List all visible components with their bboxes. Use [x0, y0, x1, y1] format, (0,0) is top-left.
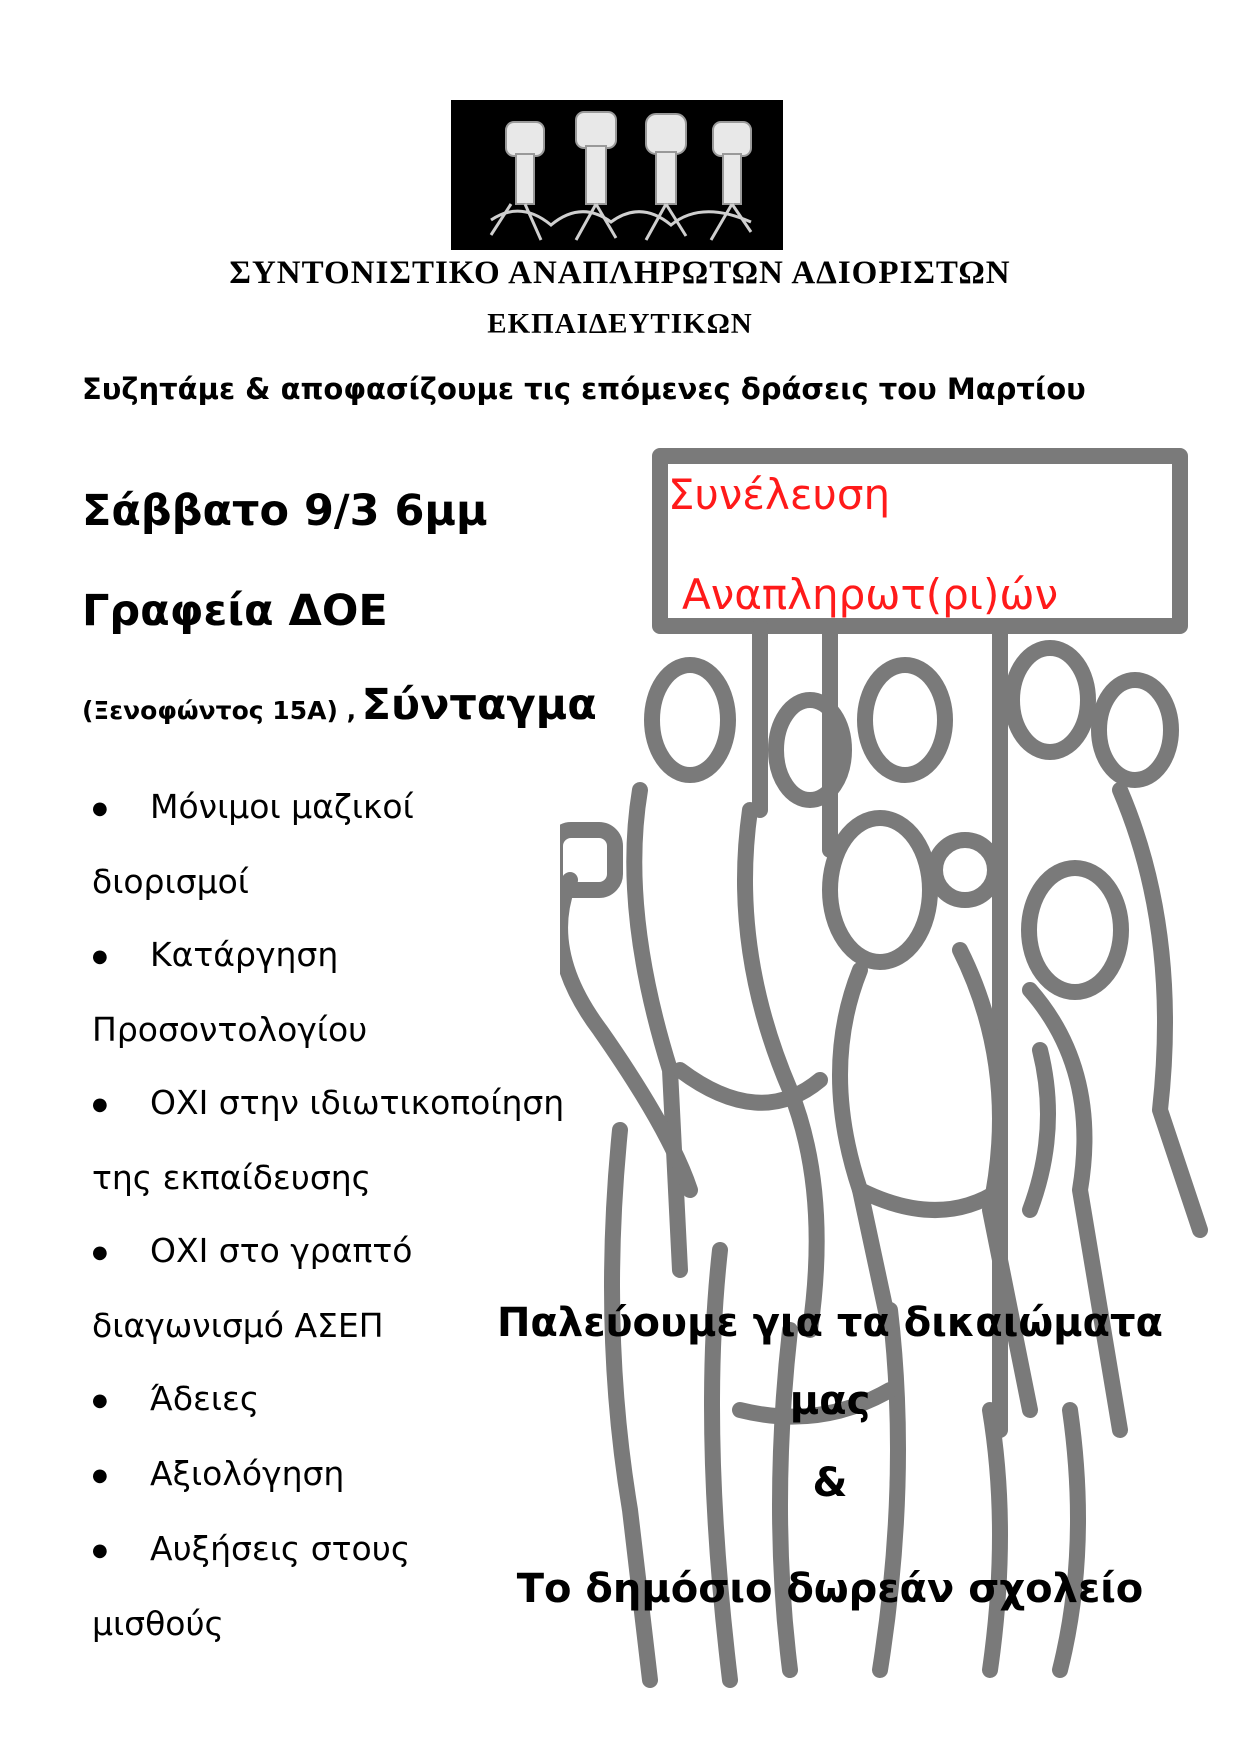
list-item: ● Μόνιμοι μαζικοί [92, 770, 612, 845]
list-item: ● Αυξήσεις στους [92, 1512, 612, 1587]
list-item: ● ΟΧΙ στην ιδιωτικοποίηση [92, 1066, 612, 1141]
list-item: ● Αξιολόγηση [92, 1437, 612, 1512]
subheading: Συζητάμε & αποφασίζουμε τις επόμενες δράσεις του Μαρτίου [82, 372, 1086, 406]
bullet-icon: ● [92, 1465, 108, 1486]
bullet-icon: ● [92, 1540, 108, 1561]
raised-fists-logo-icon [451, 100, 783, 250]
bullet-icon: ● [92, 1094, 108, 1115]
org-name-line1: ΣΥΝΤΟΝΙΣΤΙΚΟ ΑΝΑΠΛΗΡΩΤΩΝ ΑΔΙΟΡΙΣΤΩΝ [229, 255, 1011, 291]
sign-title-line1: Συνέλευση [668, 470, 891, 519]
slogan-line1: Παλεύουμε για τα δικαιώματα [496, 1300, 1164, 1346]
org-name-line2: ΕΚΠΑΙΔΕΥΤΙΚΩΝ [487, 308, 753, 340]
list-item: ● Άδειες [92, 1362, 612, 1437]
bullet-icon: ● [92, 798, 108, 819]
bullet-icon: ● [92, 1390, 108, 1411]
event-area: Σύνταγμα [361, 680, 597, 730]
demands-list [92, 770, 612, 1660]
event-address [82, 680, 597, 730]
slogan-line2: μας [789, 1378, 871, 1424]
list-item: ● ΟΧΙ στο γραπτό [92, 1214, 612, 1289]
sign-title-line2: Αναπληρωτ(ρι)ών [682, 570, 1059, 619]
list-item-continuation: διαγωνισμό ΑΣΕΠ [92, 1306, 384, 1345]
event-date-time: Σάββατο 9/3 6μμ [82, 486, 488, 536]
bullet-icon: ● [92, 946, 108, 967]
list-item-continuation: διορισμοί [92, 862, 249, 901]
slogan-line3: Το δημόσιο δωρεάν σχολείο [516, 1566, 1144, 1612]
list-item-continuation: μισθούς [92, 1604, 224, 1643]
slogan-ampersand: & [812, 1460, 848, 1506]
list-item: ● Κατάργηση [92, 918, 612, 993]
list-item-continuation: Προσοντολογίου [92, 1010, 368, 1049]
bullet-icon: ● [92, 1242, 108, 1263]
list-item-continuation: της εκπαίδευσης [92, 1158, 372, 1197]
event-street: (Ξενοφώντος 15Α) , [82, 696, 357, 725]
event-venue: Γραφεία ΔΟΕ [82, 586, 388, 636]
